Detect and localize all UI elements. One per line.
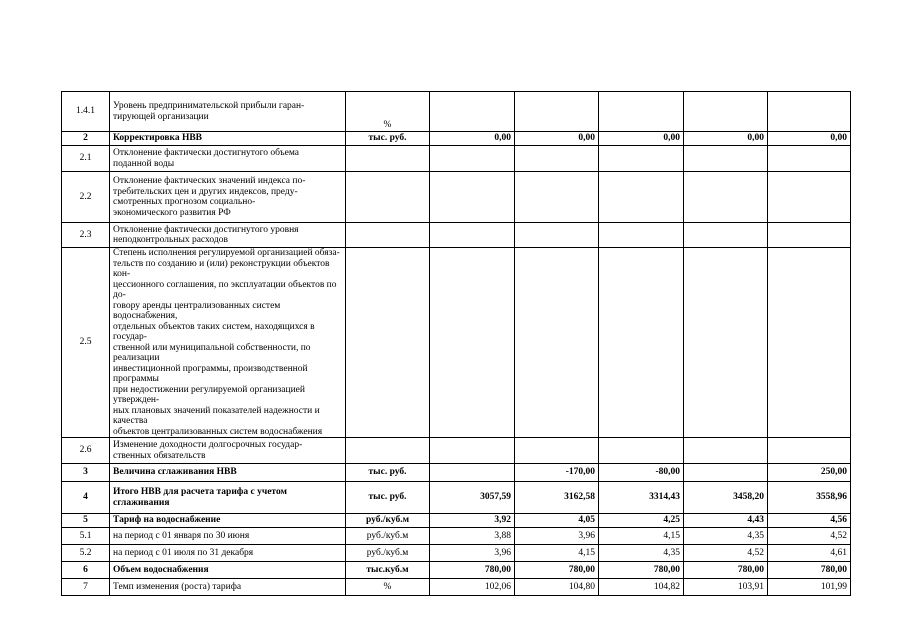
table-body [62,92,851,596]
row-label: Отклонение фактически достигнутого объема поданной воды [110,146,346,172]
value-cell [430,248,515,438]
value-cell [684,92,768,132]
row-unit: тыс.куб.м [346,562,430,579]
row-label: на период с 01 января по 30 июня [110,528,346,545]
row-unit: % [346,92,430,132]
value-cell: 780,00 [684,562,768,579]
value-cell: 4,52 [684,545,768,562]
table-row [62,514,851,528]
value-cell: 3,88 [430,528,515,545]
value-cell: 4,25 [599,514,684,528]
value-cell [684,248,768,438]
value-cell [768,146,851,172]
table-row [62,146,851,172]
row-number: 5.2 [62,545,110,562]
value-cell [430,223,515,248]
row-label: Степень исполнения регулируемой организацией обяза- тельств по созданию и (или) реконструкции объектов кон- цессионного соглашения, по эксплуатации объектов по до- говору аренды централизованных систем водоснабжения, отдельных объектов таких систем, находящихся в государ- ственной или муниципальной собственности, по реализации инвестиционной программы, производственной программы при недостижении регулируемой организацией утвержден- ных плановых значений показателей надежности и качества объектов централизованных систем водоснабжения [110,248,346,438]
value-cell [430,438,515,464]
value-cell: 4,52 [768,528,851,545]
value-cell: 104,82 [599,579,684,596]
value-cell [684,464,768,482]
value-cell: 3,92 [430,514,515,528]
table-row [62,92,851,132]
row-number: 4 [62,482,110,514]
table-row [62,464,851,482]
table-row [62,223,851,248]
row-number: 3 [62,464,110,482]
row-unit: тыс. руб. [346,132,430,146]
value-cell: 0,00 [599,132,684,146]
value-cell: -80,00 [599,464,684,482]
table-row [62,545,851,562]
value-cell: 0,00 [430,132,515,146]
value-cell: 3314,43 [599,482,684,514]
table-row [62,132,851,146]
value-cell [684,438,768,464]
tariff-table [61,91,851,596]
table-row [62,438,851,464]
value-cell: 4,35 [684,528,768,545]
row-unit [346,146,430,172]
value-cell: 3057,59 [430,482,515,514]
row-unit [346,172,430,223]
value-cell [515,438,599,464]
value-cell [515,248,599,438]
row-number: 5 [62,514,110,528]
value-cell: 103,91 [684,579,768,596]
value-cell: 0,00 [768,132,851,146]
row-label: Уровень предпринимательской прибыли гаран- тирующей организации [110,92,346,132]
row-unit: % [346,579,430,596]
table-row [62,579,851,596]
value-cell [430,146,515,172]
value-cell: -170,00 [515,464,599,482]
value-cell: 3,96 [515,528,599,545]
row-number: 2.6 [62,438,110,464]
value-cell [768,172,851,223]
value-cell: 101,99 [768,579,851,596]
row-unit [346,438,430,464]
row-unit [346,248,430,438]
value-cell: 0,00 [684,132,768,146]
value-cell: 4,05 [515,514,599,528]
row-unit: руб./куб.м [346,528,430,545]
table-row [62,172,851,223]
row-number: 1.4.1 [62,92,110,132]
value-cell [599,92,684,132]
value-cell: 4,61 [768,545,851,562]
table-row [62,248,851,438]
row-label: Темп изменения (роста) тарифа [110,579,346,596]
table-row [62,528,851,545]
row-label: Изменение доходности долгосрочных государ- ственных обязательств [110,438,346,464]
value-cell [599,223,684,248]
value-cell [684,172,768,223]
value-cell: 780,00 [515,562,599,579]
row-number: 6 [62,562,110,579]
value-cell [515,172,599,223]
value-cell: 0,00 [515,132,599,146]
value-cell [768,92,851,132]
value-cell: 4,43 [684,514,768,528]
value-cell: 3,96 [430,545,515,562]
value-cell [599,146,684,172]
value-cell [684,146,768,172]
value-cell: 250,00 [768,464,851,482]
row-unit: руб./куб.м [346,514,430,528]
table-row [62,482,851,514]
row-label: Корректировка НВВ [110,132,346,146]
value-cell [515,223,599,248]
value-cell: 780,00 [599,562,684,579]
row-label: Отклонение фактически достигнутого уровня неподконтрольных расходов [110,223,346,248]
row-label: Тариф на водоснабжение [110,514,346,528]
value-cell: 780,00 [430,562,515,579]
value-cell: 3458,20 [684,482,768,514]
table-row [62,562,851,579]
value-cell: 4,15 [515,545,599,562]
row-unit: тыс. руб. [346,482,430,514]
value-cell [768,248,851,438]
row-number: 2.1 [62,146,110,172]
value-cell [430,172,515,223]
row-label: Величина сглаживания НВВ [110,464,346,482]
row-number: 5.1 [62,528,110,545]
row-number: 2.3 [62,223,110,248]
row-number: 2.2 [62,172,110,223]
row-label: Итого НВВ для расчета тарифа с учетом сглаживания [110,482,346,514]
value-cell [599,438,684,464]
value-cell [599,248,684,438]
row-number: 2 [62,132,110,146]
row-unit: тыс. руб. [346,464,430,482]
value-cell: 4,15 [599,528,684,545]
value-cell [684,223,768,248]
row-number: 7 [62,579,110,596]
value-cell: 3162,58 [515,482,599,514]
row-unit [346,223,430,248]
value-cell: 104,80 [515,579,599,596]
row-label: Отклонение фактических значений индекса по- требительских цен и других индексов, преду- смотренных прогнозом социально- экономического развития РФ [110,172,346,223]
value-cell: 3558,96 [768,482,851,514]
value-cell [768,438,851,464]
value-cell [430,92,515,132]
value-cell: 4,35 [599,545,684,562]
value-cell [515,146,599,172]
value-cell: 4,56 [768,514,851,528]
value-cell: 102,06 [430,579,515,596]
value-cell [768,223,851,248]
value-cell [430,464,515,482]
row-number: 2.5 [62,248,110,438]
row-label: Объем водоснабжения [110,562,346,579]
value-cell [599,172,684,223]
row-unit: руб./куб.м [346,545,430,562]
row-label: на период с 01 июля по 31 декабря [110,545,346,562]
value-cell: 780,00 [768,562,851,579]
value-cell [515,92,599,132]
